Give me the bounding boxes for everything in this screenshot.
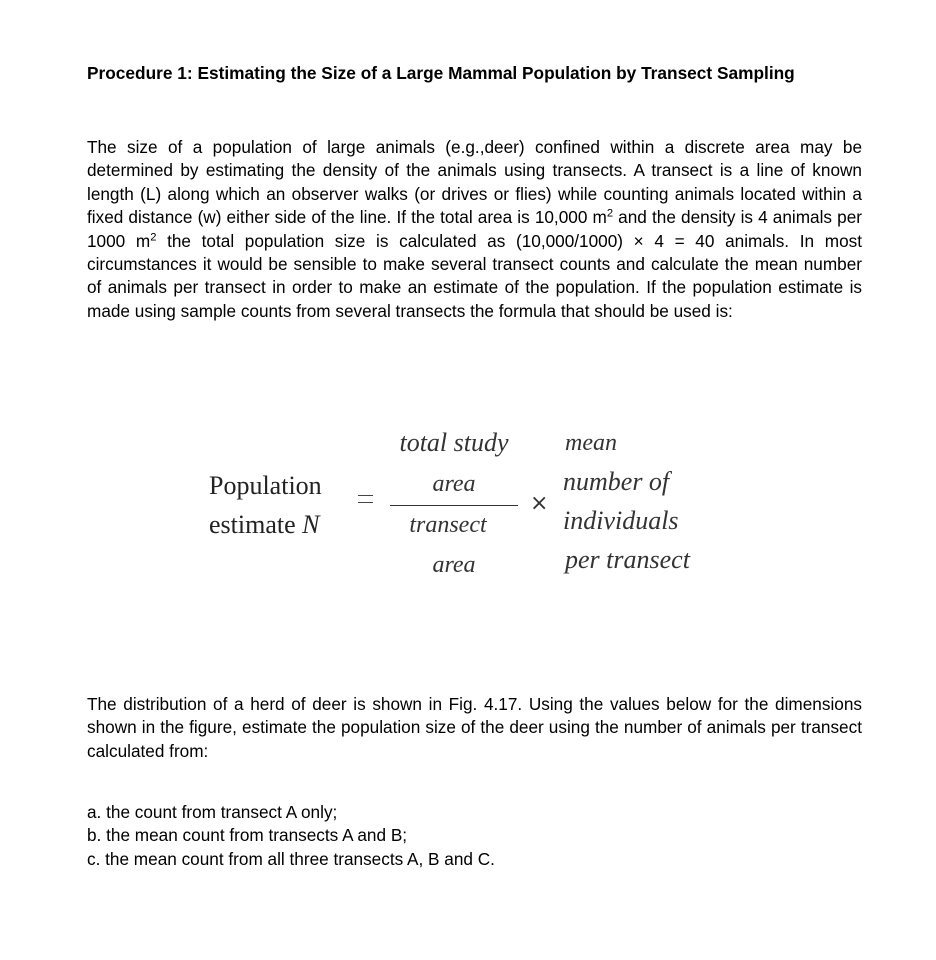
right-line1: mean bbox=[565, 430, 617, 456]
procedure-title: Procedure 1: Estimating the Size of a Large Mammal Population by Transect Sampling bbox=[87, 63, 795, 83]
formula-variable-n: N bbox=[302, 510, 320, 539]
right-line2: number of bbox=[563, 467, 670, 496]
intro-text-part2: and the density is 4 animals per 1000 m bbox=[87, 207, 862, 251]
denominator-line2: area bbox=[432, 552, 476, 578]
list-item: c. the mean count from all three transects A, B and C. bbox=[87, 848, 495, 869]
formula-left-side bbox=[209, 466, 322, 544]
right-line4: per transect bbox=[565, 545, 690, 574]
intro-text-part1: The size of a population of large animals (e.g.,deer) confined within a discrete area may be determined by estimating the density of the animals using transects. A transect is a line of known length (L) along which an observer walks (or drives or flies) while counting animals located within a fixed distance (w) either side of the line. If the total area is 10,000 m bbox=[87, 137, 862, 228]
intro-paragraph bbox=[87, 136, 862, 323]
intro-superscript-2: 2 bbox=[150, 230, 157, 243]
intro-superscript-1: 2 bbox=[606, 207, 614, 220]
list-item: b. the mean count from transects A and B; bbox=[87, 825, 408, 846]
denominator-line1: transect bbox=[409, 512, 487, 538]
fraction-bar bbox=[390, 505, 518, 506]
equals-sign bbox=[358, 494, 373, 504]
formula-left-line2-text: estimate bbox=[209, 510, 303, 539]
intro-text-part3: the total population size is calculated as (10,000/1000) × 4 = 40 animals. In most circumstances it would be sensible to make several transect counts and calculate the mean number of animals per transect in order to make an estimate of the population. If the population estimate is made using sample counts from several transects the formula that should be used is: bbox=[87, 230, 862, 321]
formula-left-line1: Population bbox=[209, 471, 322, 500]
options-list bbox=[87, 801, 862, 871]
numerator-line2: area bbox=[432, 471, 476, 497]
right-line3: individuals bbox=[563, 506, 679, 535]
numerator-line1: total study bbox=[399, 428, 509, 457]
times-sign: × bbox=[530, 491, 549, 516]
formula-left-line2 bbox=[209, 505, 322, 544]
distribution-paragraph: The distribution of a herd of deer is shown in Fig. 4.17. Using the values below for the dimensions shown in the figure, estimate the population size of the deer using the number of animals per transect calculated from: bbox=[87, 694, 862, 761]
list-item: a. the count from transect A only; bbox=[87, 802, 338, 822]
